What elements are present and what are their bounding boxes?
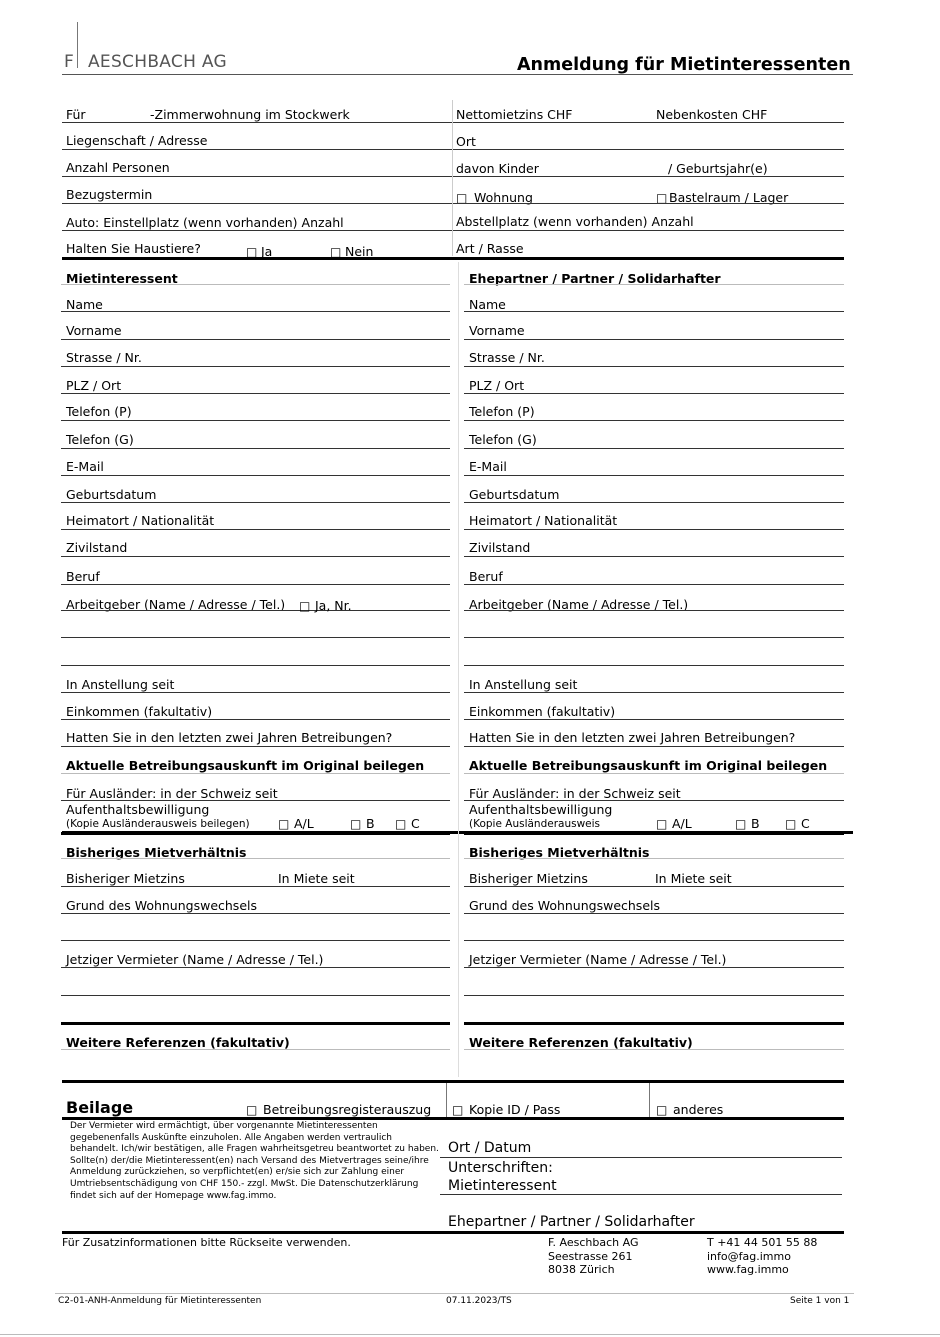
label-wohnung: Wohnung <box>474 190 533 205</box>
left-field-anstellung[interactable] <box>61 692 450 693</box>
right-label-mietzins: Bisheriger Mietzins <box>469 871 588 886</box>
left-field-vermieter[interactable] <box>61 967 450 968</box>
right-heading-referenzen: Weitere Referenzen (fakultativ) <box>469 1035 693 1050</box>
heading-rule <box>464 284 844 285</box>
right-label-anstellung: In Anstellung seit <box>469 677 578 692</box>
left-label-tel_p: Telefon (P) <box>66 404 132 419</box>
left-field-mietzins[interactable] <box>61 886 450 887</box>
label-auto: Auto: Einstellplatz (wenn vorhanden) Anzahl <box>66 215 344 230</box>
right-heading-auskunft: Aktuelle Betreibungsauskunft im Original beilegen <box>469 758 828 773</box>
doc-date: 07.11.2023/TS <box>446 1296 512 1306</box>
field-line[interactable] <box>62 149 844 150</box>
right-field-beruf[interactable] <box>464 584 844 585</box>
label-nettomiete: Nettomietzins CHF <box>456 107 573 122</box>
left-field-zivilstand[interactable] <box>61 556 450 557</box>
left-label-einkommen: Einkommen (fakultativ) <box>66 704 213 719</box>
right-field-betreibungen[interactable] <box>464 746 844 747</box>
left-heading-auskunft: Aktuelle Betreibungsauskunft im Original beilegen <box>66 758 425 773</box>
heading-rule <box>464 1049 844 1050</box>
right-field-auslaender[interactable] <box>464 800 844 801</box>
left-label-ja-nr: Ja, Nr. <box>315 598 352 613</box>
left-label-kopie: (Kopie Ausländerausweis beilegen) <box>66 818 250 830</box>
heading-rule <box>61 284 450 285</box>
right-label-al: A/L <box>672 816 692 831</box>
label-bezugstermin: Bezugstermin <box>66 187 153 202</box>
checkbox-nein[interactable]: □ <box>330 245 342 259</box>
right-checkbox-al[interactable]: □ <box>656 817 668 831</box>
left-label-vermieter: Jetziger Vermieter (Name / Adresse / Tel.) <box>66 952 324 967</box>
left-field-einkommen[interactable] <box>61 719 450 720</box>
right-label-grund: Grund des Wohnungswechsels <box>469 898 660 913</box>
left-field-name[interactable] <box>61 311 450 312</box>
right-field-heimatort[interactable] <box>464 529 844 530</box>
right-label-einkommen: Einkommen (fakultativ) <box>469 704 616 719</box>
left-field-arbeitgeber[interactable] <box>61 610 450 611</box>
left-field-tel_g[interactable] <box>61 448 450 449</box>
label-kinder: davon Kinder <box>456 161 539 176</box>
header-rule <box>62 74 853 75</box>
left-label-name: Name <box>66 297 103 312</box>
field-line[interactable] <box>62 230 844 231</box>
right-label-geburtsdatum: Geburtsdatum <box>469 487 560 502</box>
left-label-auslaender: Für Ausländer: in der Schweiz seit <box>66 786 278 801</box>
section-rule <box>61 1022 450 1025</box>
label-haustiere: Halten Sie Haustiere? <box>66 241 201 256</box>
label-zimmer: -Zimmerwohnung im Stockwerk <box>150 107 350 122</box>
section-rule <box>62 1231 844 1234</box>
right-field-vermieter[interactable] <box>464 967 844 968</box>
right-field-arbeitgeber[interactable] <box>464 610 844 611</box>
right-field-line[interactable] <box>464 665 844 666</box>
checkbox-ja[interactable]: □ <box>246 245 258 259</box>
section-rule <box>62 1080 844 1083</box>
right-heading-bisherig_heading: Bisheriges Mietverhältnis <box>469 845 650 860</box>
label-ja: Ja <box>261 244 273 259</box>
right-field-tel_p[interactable] <box>464 420 844 421</box>
left-checkbox-ja-nr[interactable]: □ <box>299 599 311 613</box>
field-line[interactable] <box>62 176 844 177</box>
page-title: Anmeldung für Mietinteressenten <box>517 55 851 75</box>
right-label-tel_p: Telefon (P) <box>469 404 535 419</box>
right-heading-heading: Ehepartner / Partner / Solidarhafter <box>469 271 721 286</box>
right-field-name[interactable] <box>464 311 844 312</box>
label-bastelraum: Bastelraum / Lager <box>669 190 789 205</box>
left-label-bewilligung: Aufenthaltsbewilligung <box>66 802 210 817</box>
right-label-tel_g: Telefon (G) <box>469 432 537 447</box>
left-field-beruf[interactable] <box>61 584 450 585</box>
left-field-geburtsdatum[interactable] <box>61 502 450 503</box>
left-field-grund[interactable] <box>61 913 450 914</box>
right-label-bewilligung: Aufenthaltsbewilligung <box>469 802 613 817</box>
column-divider <box>452 100 453 256</box>
heading-rule <box>61 1049 450 1050</box>
left-field-betreibungen[interactable] <box>61 746 450 747</box>
checkbox-register[interactable]: □ <box>246 1103 258 1117</box>
left-heading-bisherig_heading: Bisheriges Mietverhältnis <box>66 845 247 860</box>
field-line[interactable] <box>62 122 844 123</box>
right-field-einkommen[interactable] <box>464 719 844 720</box>
right-field-line[interactable] <box>464 995 844 996</box>
right-checkbox-b[interactable]: □ <box>735 817 747 831</box>
checkbox-bastelraum[interactable]: □ <box>656 191 668 205</box>
left-label-heimatort: Heimatort / Nationalität <box>66 513 215 528</box>
right-field-anstellung[interactable] <box>464 692 844 693</box>
left-label-anstellung: In Anstellung seit <box>66 677 175 692</box>
right-field-vorname[interactable] <box>464 339 844 340</box>
column-divider <box>649 1083 650 1117</box>
label-geburtsjahr: / Geburtsjahr(e) <box>668 161 768 176</box>
left-field-line[interactable] <box>61 665 450 666</box>
label-nebenkosten: Nebenkosten CHF <box>656 107 768 122</box>
label-rasse: Art / Rasse <box>456 241 524 256</box>
left-label-arbeitgeber: Arbeitgeber (Name / Adresse / Tel.) <box>66 597 286 612</box>
left-field-tel_p[interactable] <box>61 420 450 421</box>
left-checkbox-c[interactable]: □ <box>395 817 407 831</box>
logo: AESCHBACH AG <box>88 52 227 72</box>
label-ort-datum: Ort / Datum <box>448 1140 532 1156</box>
right-label-strasse: Strasse / Nr. <box>469 350 545 365</box>
logo-initial: F <box>64 52 74 72</box>
page-edge <box>0 1334 940 1335</box>
right-label-arbeitgeber: Arbeitgeber (Name / Adresse / Tel.) <box>469 597 689 612</box>
right-label-kopie: (Kopie Ausländerausweis <box>469 818 601 830</box>
label-anderes: anderes <box>673 1102 724 1117</box>
left-field-strasse[interactable] <box>61 366 450 367</box>
right-label-email: E-Mail <box>469 459 507 474</box>
heading-rule <box>464 773 844 774</box>
footer-note: Für Zusatzinformationen bitte Rückseite verwenden. <box>62 1236 351 1249</box>
signature-line[interactable] <box>440 1157 842 1158</box>
label-personen: Anzahl Personen <box>66 160 170 175</box>
page-number: Seite 1 von 1 <box>790 1296 850 1306</box>
left-label-strasse: Strasse / Nr. <box>66 350 142 365</box>
right-field-line[interactable] <box>464 637 844 638</box>
right-label-c: C <box>801 816 810 831</box>
right-label-vermieter: Jetziger Vermieter (Name / Adresse / Tel.) <box>469 952 727 967</box>
doc-code: C2-01-ANH-Anmeldung für Mietinteressenten <box>58 1296 262 1306</box>
label-fuer: Für <box>66 107 86 122</box>
footer-rule <box>55 1293 854 1294</box>
label-unterschriften: Unterschriften: <box>448 1160 553 1176</box>
right-field-strasse[interactable] <box>464 366 844 367</box>
column-divider <box>458 262 459 1077</box>
right-field-plz[interactable] <box>464 393 844 394</box>
left-label-vorname: Vorname <box>66 323 122 338</box>
label-abstellplatz: Abstellplatz (wenn vorhanden) Anzahl <box>456 214 694 229</box>
left-label-c: C <box>411 816 420 831</box>
right-field-geburtsdatum[interactable] <box>464 502 844 503</box>
footer-street: Seestrasse 261 <box>548 1250 633 1263</box>
left-label-b: B <box>366 816 375 831</box>
footer-email[interactable]: info@fag.immo <box>707 1250 791 1263</box>
label-partner-sig: Ehepartner / Partner / Solidarhafter <box>448 1214 695 1230</box>
right-field-tel_g[interactable] <box>464 448 844 449</box>
label-ort: Ort <box>456 134 476 149</box>
section-rule <box>62 257 844 260</box>
footer-phone: T +41 44 501 55 88 <box>707 1236 818 1249</box>
right-label-name: Name <box>469 297 506 312</box>
left-checkbox-al[interactable]: □ <box>278 817 290 831</box>
left-field-plz[interactable] <box>61 393 450 394</box>
left-label-mietzins: Bisheriger Mietzins <box>66 871 185 886</box>
right-label-auslaender: Für Ausländer: in der Schweiz seit <box>469 786 681 801</box>
checkbox-wohnung[interactable]: □ <box>456 191 468 205</box>
left-field-line[interactable] <box>61 940 450 941</box>
right-label-b: B <box>751 816 760 831</box>
label-kopie-id: Kopie ID / Pass <box>469 1102 561 1117</box>
left-label-betreibungen: Hatten Sie in den letzten zwei Jahren Betreibungen? <box>66 730 393 745</box>
left-heading-heading: Mietinteressent <box>66 271 178 286</box>
field-line[interactable] <box>62 203 844 204</box>
left-label-zivilstand: Zivilstand <box>66 540 128 555</box>
footer-company: F. Aeschbach AG <box>548 1236 639 1249</box>
heading-rule <box>464 858 844 859</box>
left-field-heimatort[interactable] <box>61 529 450 530</box>
label-liegenschaft: Liegenschaft / Adresse <box>66 133 208 148</box>
section-rule <box>62 1117 844 1120</box>
beilage-title: Beilage <box>66 1098 134 1117</box>
left-checkbox-b[interactable]: □ <box>350 817 362 831</box>
left-label-grund: Grund des Wohnungswechsels <box>66 898 257 913</box>
checkbox-kopie-id[interactable]: □ <box>452 1103 464 1117</box>
label-register: Betreibungsregisterauszug <box>263 1102 432 1117</box>
right-label-heimatort: Heimatort / Nationalität <box>469 513 618 528</box>
left-label-miete-seit: In Miete seit <box>278 871 355 886</box>
right-field-grund[interactable] <box>464 913 844 914</box>
right-label-beruf: Beruf <box>469 569 503 584</box>
logo-divider <box>77 22 78 68</box>
right-checkbox-c[interactable]: □ <box>785 817 797 831</box>
column-divider <box>446 1083 447 1117</box>
right-field-mietzins[interactable] <box>464 886 844 887</box>
left-field-line[interactable] <box>61 637 450 638</box>
signature-line[interactable] <box>440 1194 842 1195</box>
footer-city: 8038 Zürich <box>548 1263 615 1276</box>
heading-rule <box>61 773 450 774</box>
label-nein: Nein <box>345 244 374 259</box>
left-label-beruf: Beruf <box>66 569 100 584</box>
left-field-auslaender[interactable] <box>61 800 450 801</box>
left-label-email: E-Mail <box>66 459 104 474</box>
right-label-betreibungen: Hatten Sie in den letzten zwei Jahren Betreibungen? <box>469 730 796 745</box>
label-mietinteressent-sig: Mietinteressent <box>448 1178 557 1194</box>
left-label-tel_g: Telefon (G) <box>66 432 134 447</box>
section-rule <box>464 1022 844 1025</box>
consent-text: Der Vermieter wird ermächtigt, über vorgenannte Mietinteressenten gegebenenfalls Auskünfte einzuholen. Alle Angaben werden vertraulich behandelt. Ich/wir bestätigen, alle Fragen wahrheitsgetreu beantwortet zu haben. Sollte(n) der/die Mietinteressent(en) nach Versand des Mietvertrages seine/ihre Anmeldung zurückziehen, so verpflichtet(en) er/sie sich zur Zahlung einer Umtriebsentschädigung von CHF 150.- zzgl. MwSt. Die Datenschutzerklärung findet sich auf der Homepage www.fag.immo. <box>70 1121 439 1201</box>
left-field-email[interactable] <box>61 475 450 476</box>
checkbox-anderes[interactable]: □ <box>656 1103 668 1117</box>
right-field-zivilstand[interactable] <box>464 556 844 557</box>
right-field-email[interactable] <box>464 475 844 476</box>
left-heading-referenzen: Weitere Referenzen (fakultativ) <box>66 1035 290 1050</box>
left-field-vorname[interactable] <box>61 339 450 340</box>
right-field-line[interactable] <box>464 940 844 941</box>
left-label-plz: PLZ / Ort <box>66 378 122 393</box>
footer-web[interactable]: www.fag.immo <box>707 1263 789 1276</box>
right-label-plz: PLZ / Ort <box>469 378 525 393</box>
left-label-al: A/L <box>294 816 314 831</box>
heading-rule <box>61 858 450 859</box>
right-label-vorname: Vorname <box>469 323 525 338</box>
left-field-line[interactable] <box>61 995 450 996</box>
right-label-miete-seit: In Miete seit <box>655 871 732 886</box>
right-label-zivilstand: Zivilstand <box>469 540 531 555</box>
left-label-geburtsdatum: Geburtsdatum <box>66 487 157 502</box>
